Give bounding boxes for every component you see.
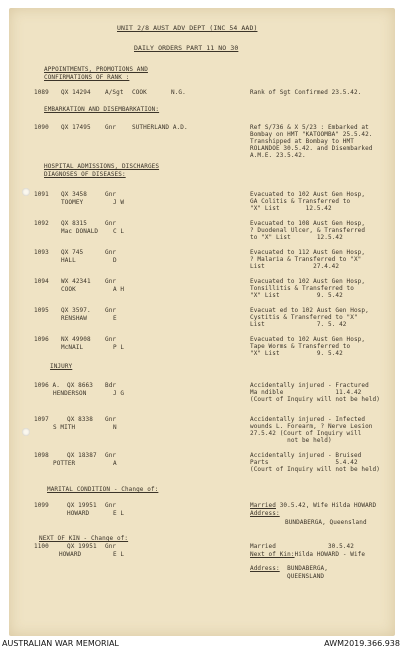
section-heading: HOSPITAL ADMISSIONS, DISCHARGES <box>44 163 160 170</box>
initials: C L <box>113 228 125 235</box>
service-number: WX 42341 <box>61 278 91 285</box>
section-heading: MARITAL CONDITION - Change of: <box>47 486 159 493</box>
entry-text: Evacuated to 102 Aust Gen Hosp, <box>250 336 366 343</box>
surname: McNAIL <box>61 344 84 351</box>
entry-text: (Court of Inquiry will not be held) <box>250 396 380 403</box>
entry-text: 27.5.42 (Court of Inquiry will <box>250 430 362 437</box>
entry-text: not be held) <box>250 437 332 444</box>
field-value: QUEENSLAND <box>287 573 325 580</box>
initials: P L <box>113 344 125 351</box>
entry-text: Bombay on HMT "KATOOMBA" 25.5.42. <box>250 131 373 138</box>
initials: J G <box>113 390 125 397</box>
service-number: QX 745 <box>61 249 84 256</box>
rank: Gnr <box>105 452 117 459</box>
initials: E L <box>113 510 125 517</box>
service-number: QX 8315 <box>61 220 87 227</box>
entry-number: 1096 <box>34 336 49 343</box>
entry-text: Evacuat ed to 102 Aust Gen Hosp, <box>250 307 369 314</box>
surname: HENDERSON <box>53 390 87 397</box>
initials: J W <box>113 199 125 206</box>
entry-text: Tonsillitis & Transferred to <box>250 285 354 292</box>
field-value: 30.5.42, Wife Hilda HOWARD <box>276 502 377 509</box>
entry-text: Accidentally injured - Infected <box>250 416 366 423</box>
entry-text: Tape Worms & Transferred to <box>250 343 351 350</box>
entry-number: 1098 <box>34 452 49 459</box>
entry-text: Evacuated to 108 Aust Gen Hosp, <box>250 220 366 227</box>
entry-text: Married 30.5.42 <box>250 543 354 550</box>
entry-text: to "X" List 12.5.42 <box>250 234 343 241</box>
rank: A/Sgt <box>105 89 124 96</box>
entry-text: "X" List 12.5.42 <box>250 205 332 212</box>
entry-text: "X" List 9. 5.42 <box>250 292 343 299</box>
surname: HOWARD <box>67 510 90 517</box>
footer-accession-number: AWM2019.366.938 <box>324 639 400 648</box>
entry-number: 1097 <box>34 416 49 423</box>
initials: N <box>113 424 117 431</box>
surname: COOK <box>132 89 147 96</box>
entry-text: Accidentally injured - Fractured <box>250 382 369 389</box>
entry-text: "X" List 9. 5.42 <box>250 350 343 357</box>
service-number: QX 8663 <box>67 382 93 389</box>
initials: A H <box>113 286 125 293</box>
entry-number: 1095 <box>34 307 49 314</box>
surname: TOOMEY <box>61 199 84 206</box>
entry-text: Ref S/736 & X 5/23 : Embarked at <box>250 124 369 131</box>
punch-hole <box>22 188 30 196</box>
surname: COOK <box>61 286 76 293</box>
surname: S MITH <box>53 424 76 431</box>
entry-text: Evacuated to 102 Aust Gen Hosp, <box>250 278 366 285</box>
service-number: QX 17495 <box>61 124 91 131</box>
entry-text: ? Duodenal Ulcer, & Transferred <box>250 227 366 234</box>
section-heading: EMBARKATION AND DISEMBARKATION: <box>44 106 160 113</box>
entry-text: Cystitis & Transferred to "X" <box>250 314 358 321</box>
field-label: Address: <box>250 510 280 517</box>
entry-text <box>250 551 365 558</box>
entry-text: Transhipped at Bombay to HMT <box>250 138 354 145</box>
entry-number: 1091 <box>34 191 49 198</box>
entry-text: Accidentally injured - Bruised <box>250 452 362 459</box>
rank: Gnr <box>105 124 117 131</box>
entry-text: Evacuated to 112 Aust Gen Hosp, <box>250 249 366 256</box>
service-number: QX 14294 <box>61 89 91 96</box>
field-label: Address: <box>250 565 280 572</box>
rank: Bdr <box>105 382 117 389</box>
service-number: QX 19951 <box>67 543 97 550</box>
unit-heading: UNIT 2/8 AUST ADV DEPT (INC 54 AAD) <box>117 24 258 32</box>
section-heading: NEXT OF KIN - Change of: <box>39 535 129 542</box>
service-number: NX 49908 <box>61 336 91 343</box>
field-value: BUNDABERGA, <box>287 565 328 572</box>
service-number: QX 3597. <box>61 307 91 314</box>
rank: Gnr <box>105 220 117 227</box>
surname: Mac DONALD <box>61 228 99 235</box>
rank: Gnr <box>105 502 117 509</box>
section-heading: DIAGNOSES OF DISEASES: <box>44 171 126 178</box>
initials: N.G. <box>171 89 186 96</box>
footer-bar <box>0 636 404 653</box>
service-number: QX 8338 <box>67 416 93 423</box>
punch-hole <box>22 428 30 436</box>
document-page <box>9 8 395 636</box>
entry-number: 1100 <box>34 543 49 550</box>
rank: Gnr <box>105 191 117 198</box>
field-value: Hilda HOWARD - Wife <box>294 551 366 558</box>
surname: POTTER <box>53 460 76 467</box>
entry-text: wounds L. Forearm, ? Nerve Lesion <box>250 423 373 430</box>
entry-number: 1093 <box>34 249 49 256</box>
footer-credit: AUSTRALIAN WAR MEMORIAL <box>2 639 119 648</box>
initials: A <box>113 460 117 467</box>
entry-text <box>250 502 376 509</box>
rank: Gnr <box>105 278 117 285</box>
rank: Gnr <box>105 336 117 343</box>
service-number: QX 18387 <box>67 452 97 459</box>
entry-number: 1096 A. <box>34 382 60 389</box>
surname: SUTHERLAND A.D. <box>132 124 188 131</box>
entry-number: 1089 <box>34 89 49 96</box>
field-label: Married <box>250 502 276 509</box>
entry-text: Parts 5.4.42 <box>250 459 358 466</box>
rank: Gnr <box>105 307 117 314</box>
entry-text: ROLANDOE 30.5.42. and Disembarked <box>250 145 373 152</box>
initials: E <box>113 315 117 322</box>
service-number: QX 19951 <box>67 502 97 509</box>
entry-text: Rank of Sgt Confirmed 23.5.42. <box>250 89 362 96</box>
field-value: BUNDABERGA, Queensland <box>285 519 367 526</box>
section-heading: INJURY <box>50 363 73 370</box>
entry-number: 1092 <box>34 220 49 227</box>
rank: Gnr <box>105 543 117 550</box>
entry-text: (Court of Inquiry will not be held) <box>250 466 380 473</box>
entry-text: Evacuated to 102 Aust Gen Hosp, <box>250 191 366 198</box>
entry-text: GA Colitis & Transferred to <box>250 198 351 205</box>
entry-text: ? Malaria & Transferred to "X" <box>250 256 362 263</box>
field-label: Next of Kin: <box>250 551 295 558</box>
entry-text: List 7. 5. 42 <box>250 321 347 328</box>
surname: HALL <box>61 257 76 264</box>
entry-number: 1094 <box>34 278 49 285</box>
entry-number: 1099 <box>34 502 49 509</box>
initials: D <box>113 257 117 264</box>
service-number: QX 3458 <box>61 191 87 198</box>
section-heading: APPOINTMENTS, PROMOTIONS AND <box>44 66 148 73</box>
surname: RENSHAW <box>61 315 87 322</box>
surname: HOWARD <box>59 551 82 558</box>
section-heading: CONFIRMATIONS OF RANK : <box>44 74 130 81</box>
rank: Gnr <box>105 416 117 423</box>
entry-text: A.M.E. 23.5.42. <box>250 152 306 159</box>
initials: E L <box>113 551 125 558</box>
orders-heading: DAILY ORDERS PART 11 NO 30 <box>134 44 239 52</box>
rank: Gnr <box>105 249 117 256</box>
entry-text: List 27.4.42 <box>250 263 340 270</box>
entry-number: 1090 <box>34 124 49 131</box>
entry-text <box>250 565 328 572</box>
entry-text: Ma ndible 11.4.42 <box>250 389 362 396</box>
